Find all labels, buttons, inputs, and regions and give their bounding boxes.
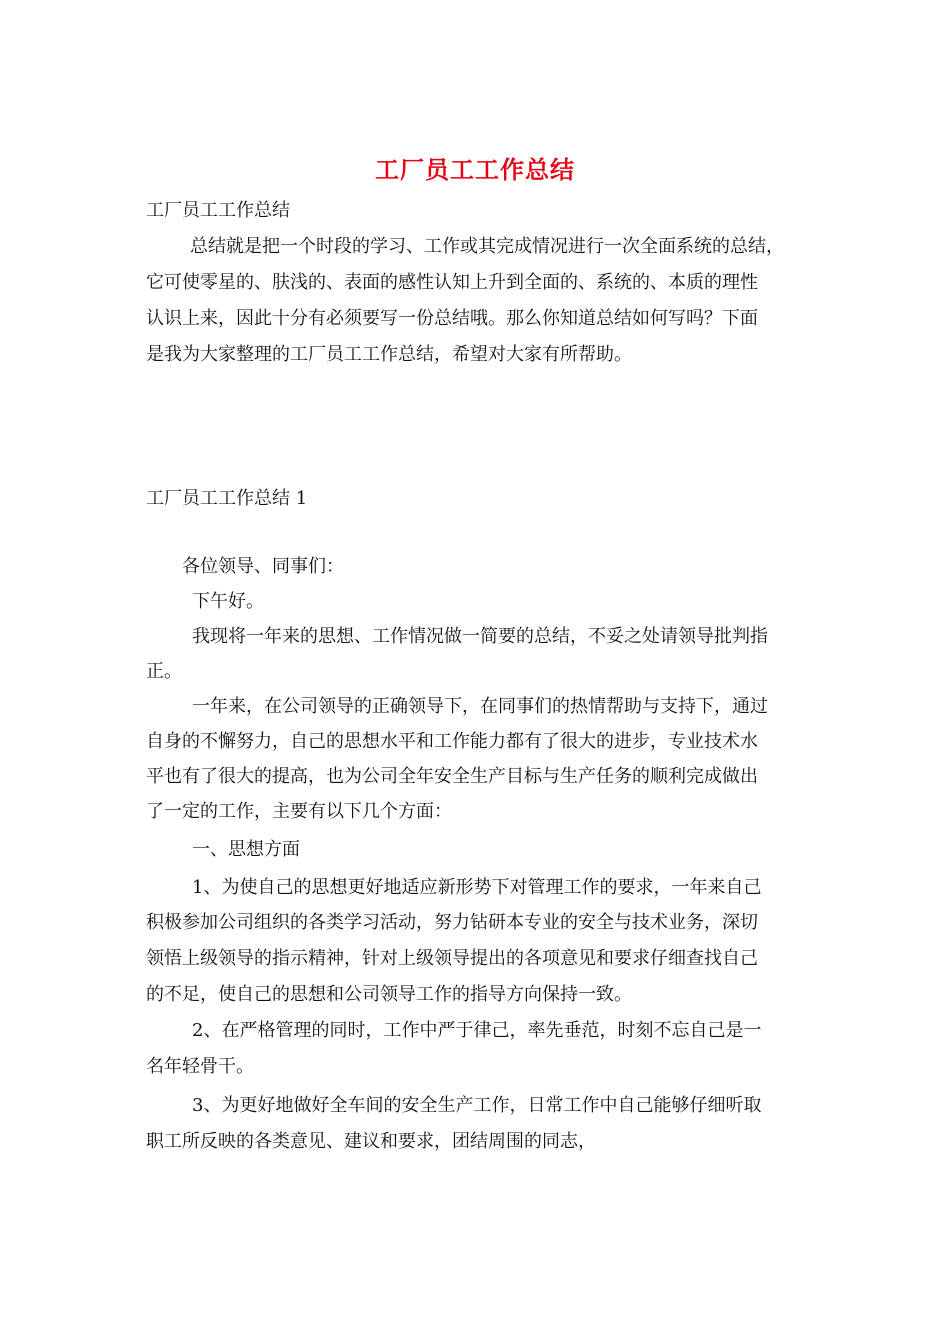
body-line: 积极参加公司组织的各类学习活动，努力钻研本专业的安全与技术业务，深切	[146, 912, 758, 933]
section-title: 工厂员工工作总结 1	[146, 488, 308, 509]
body-line: 1、为使自己的思想更好地适应新形势下对管理工作的要求，一年来自己	[192, 877, 762, 898]
body-line: 2、在严格管理的同时，工作中严于律己，率先垂范，时刻不忘自己是一	[192, 1020, 762, 1041]
intro-line: 认识上来，因此十分有必须要写一份总结哦。那么你知道总结如何写吗？下面	[146, 308, 758, 329]
document-title: 工厂员工工作总结	[375, 156, 575, 184]
intro-line: 它可使零星的、肤浅的、表面的感性认知上升到全面的、系统的、本质的理性	[146, 272, 758, 293]
document-subtitle: 工厂员工工作总结	[146, 200, 290, 221]
body-line: 自身的不懈努力，自己的思想水平和工作能力都有了很大的进步，专业技术水	[146, 731, 758, 752]
body-line: 了一定的工作，主要有以下几个方面：	[146, 801, 452, 822]
intro-line: 总结就是把一个时段的学习、工作或其完成情况进行一次全面系统的总结，	[190, 236, 784, 257]
body-line: 平也有了很大的提高，也为公司全年安全生产目标与生产任务的顺利完成做出	[146, 766, 758, 787]
body-line: 的不足，使自己的思想和公司领导工作的指导方向保持一致。	[146, 984, 632, 1005]
body-line: 一年来，在公司领导的正确领导下，在同事们的热情帮助与支持下，通过	[192, 696, 768, 717]
body-line: 职工所反映的各类意见、建议和要求，团结周围的同志，	[146, 1131, 596, 1152]
body-line: 名年轻骨干。	[146, 1056, 254, 1077]
body-line: 3、为更好地做好全车间的安全生产工作，日常工作中自己能够仔细听取	[192, 1095, 762, 1116]
body-line: 领悟上级领导的指示精神，针对上级领导提出的各项意见和要求仔细查找自己	[146, 948, 758, 969]
body-line: 一、思想方面	[192, 839, 300, 860]
body-line: 各位领导、同事们：	[182, 556, 344, 577]
body-line: 下午好。	[192, 591, 264, 612]
intro-line: 是我为大家整理的工厂员工工作总结，希望对大家有所帮助。	[146, 344, 632, 365]
body-line: 正。	[146, 661, 182, 682]
body-line: 我现将一年来的思想、工作情况做一简要的总结，不妥之处请领导批判指	[192, 626, 768, 647]
